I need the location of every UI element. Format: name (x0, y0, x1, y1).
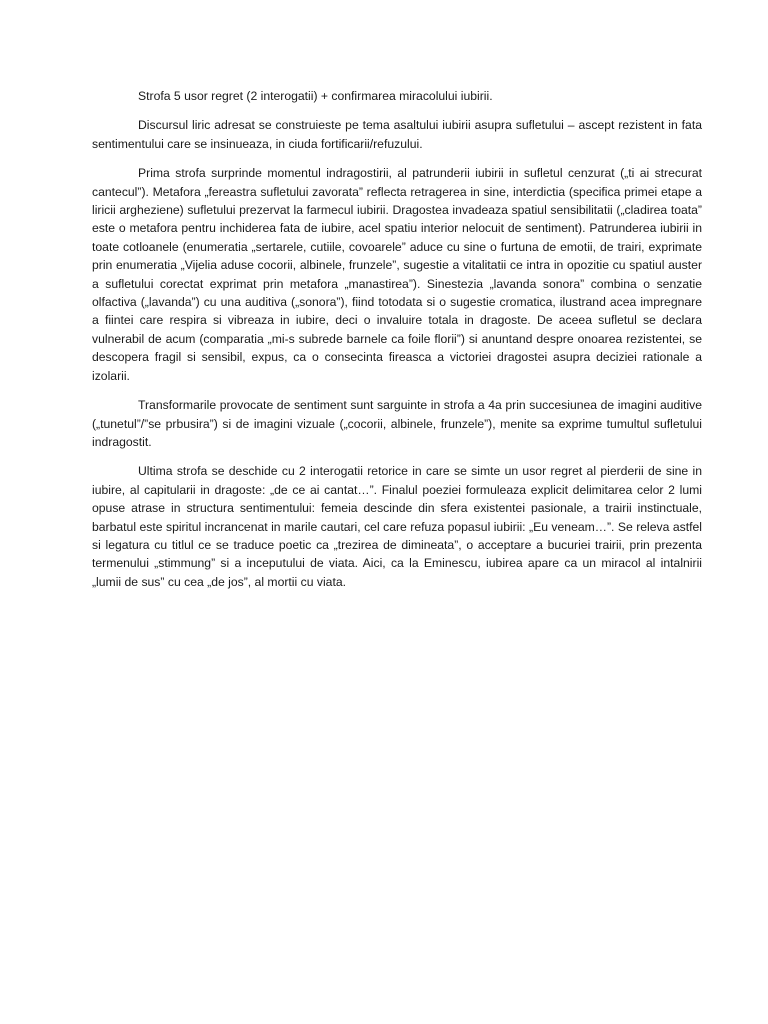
paragraph-ultima-strofa: Ultima strofa se deschide cu 2 interogatii retorice in care se simte un usor regret al pierderii de sine in iubire, al capitularii in dragoste: „de ce ai cantat…”. Finalul poeziei formuleaza explicit delimitarea celor 2 lumi opuse atrase in structura sentimentului: femeia descinde din sfera existentei pasionale, a trairii instinctuale, barbatul este spiritul incrancenat in marile cautari, cel care refuza popasul iubirii: „Eu veneam…”. Se releva astfel si legatura cu titlul ce se traduce poetic ca „trezirea de dimineata”, o acceptare a bucuriei trairii, prin prezenta termenului „stimmung” si a inceputului de viata. Aici, ca la Eminescu, iubirea apare ca un miracol al intalnirii „lumii de sus” cu cea „de jos”, al mortii cu viata. (92, 464, 702, 589)
document-body (92, 87, 702, 602)
paragraph-discurs-liric: Discursul liric adresat se construieste pe tema asaltului iubirii asupra sufletului – ascept rezistent in fata sentimentului care se insinueaza, in ciuda fortificarii/refuzului. (92, 118, 702, 151)
paragraph-prima-strofa: Prima strofa surprinde momentul indragostirii, al patrunderii iubirii in sufletul cenzurat („ti ai strecurat cantecul”). Metafora „fereastra sufletului zavorata” reflecta retragerea in sine, interdictia (specifica primei etape a liricii argheziene) sufletului prezervat la farmecul iubirii. Dragostea invadeaza spatiul sensibilitatii („cladirea toata” este o metafora pentru inchiderea fata de iubire, acel spatiu interior nelocuit de sentiment). Patrunderea iubirii in toate cotloanele (enumeratia „sertarele, cutiile, covoarele” aduce cu sine o furtuna de emotii, de trairi, exprimate prin enumeratia „Vijelia aduse cocorii, albinele, frunzele”, sugestie a vitalitatii ce intra in opozitie cu spatiul auster a sufletului corectat exprimat prin metafora „manastirea”). Sinestezia „lavanda sonora” combina o senzatie olfactiva („lavanda”) cu una auditiva („sonora”), fiind totodata si o sugestie cromatica, ilustrand acea impregnare a fiintei care respira si vibreaza in iubire, deci o invaluire totala in dragoste. De aceea sufletul se declara vulnerabil de acum (comparatia „mi-s subrede barnele ca foile florii”) si anuntand despre onoarea rezistentei, se descopera fragil si sensibil, expus, ca o consecinta fireasca a victoriei dragostei asupra deciziei rationale a izolarii. (92, 166, 702, 383)
paragraph-strofa-5-summary: Strofa 5 usor regret (2 interogatii) + confirmarea miracolului iubirii. (138, 89, 493, 103)
paragraph-transformarile: Transformarile provocate de sentiment sunt sarguinte in strofa a 4a prin succesiunea de imagini auditive („tunetul”/”se prbusira”) si de imagini vizuale („cocorii, albinele, frunzele”), menite sa exprime tumultul sufletului indragostit. (92, 398, 702, 449)
